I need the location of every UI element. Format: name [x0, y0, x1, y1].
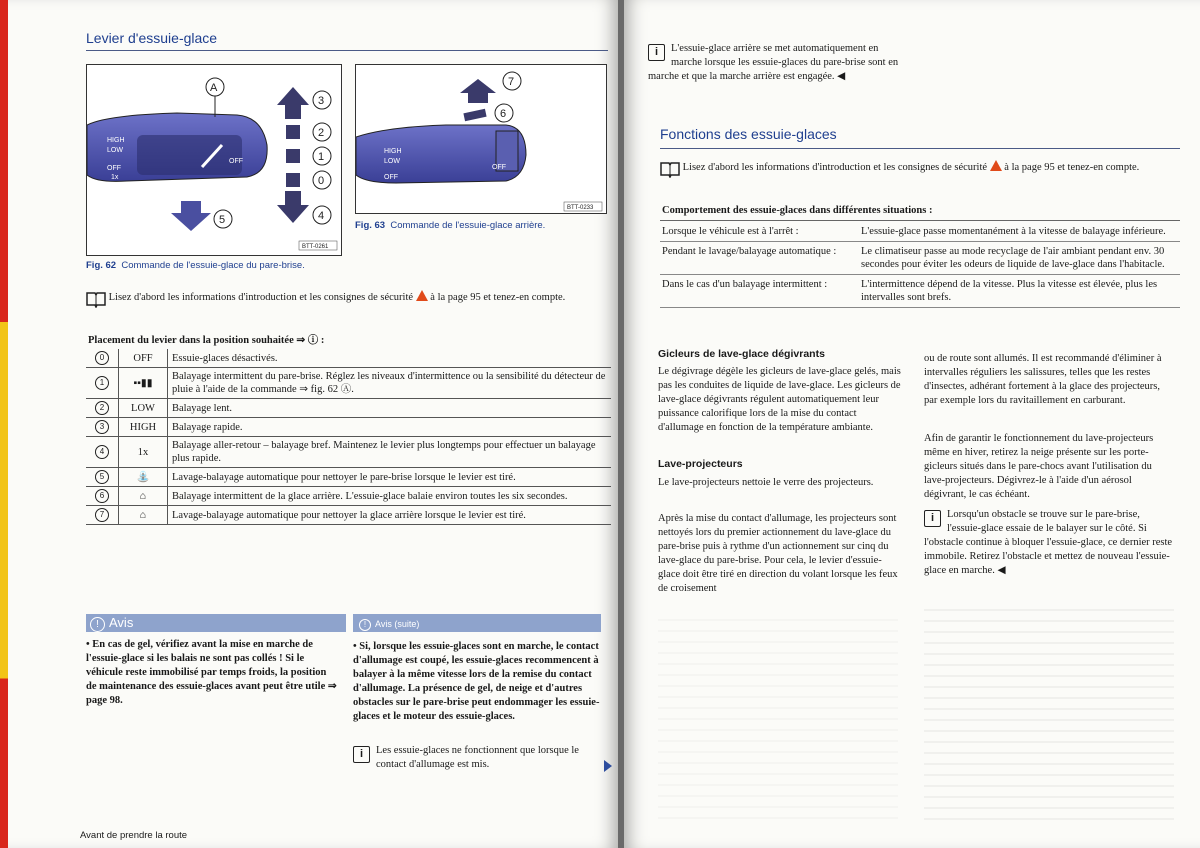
- avis-body: • En cas de gel, vérifiez avant la mise en marche de l'essuie-glace si les balais ne sont pas collés ! Si le véhicule reste immobilisé par temps froids, la position de maintenance des essuie-glaces avant peut être utile ⇒ page 98.: [86, 639, 337, 706]
- warning-triangle-icon: [416, 290, 428, 301]
- info-note: [353, 744, 591, 772]
- position-row: [86, 399, 611, 418]
- position-number: [86, 437, 119, 468]
- exclamation-icon: !: [359, 619, 371, 631]
- situation-behavior: L'essuie-glace passe momentanément à la vitesse de balayage inférieure.: [859, 222, 1180, 242]
- position-row: [86, 506, 611, 525]
- fig62-code: BTT-0261: [302, 244, 329, 250]
- book-icon: [660, 160, 680, 178]
- position-symbol: ⛲: [119, 468, 168, 487]
- position-row: [86, 368, 611, 399]
- position-symbol: 1x: [119, 437, 168, 468]
- book-icon: [86, 290, 106, 308]
- left-intro-page: à la page 95 et tenez-en compte.: [430, 292, 566, 303]
- situation-behavior: Le climatiseur passe au mode recyclage de l'air ambiant pendant env. 30 secondes pour éviter les odeurs de liquide de lave-glace dans l'habitacle.: [859, 242, 1180, 275]
- fig63-caption: [355, 220, 545, 231]
- left-intro: [86, 290, 611, 308]
- table-top-rule: [660, 220, 1180, 221]
- fig62-caption-number: Fig. 62: [86, 260, 117, 271]
- gicleurs-text: Le dégivrage dégèle les gicleurs de lave-glace gelés, mais pas les conduites de liquide de lave-glace. Les gicleurs de lave-glace dégivrants régulent automatiquement leur puissance calorifique lors de la mise du contact d'allumage en fonction de la température ambiante.: [658, 366, 901, 433]
- position-description: Essuie-glaces désactivés.: [168, 349, 612, 368]
- left-page: [8, 0, 618, 848]
- right-intro-page: à la page 95 et tenez-en compte.: [1004, 162, 1140, 173]
- lave-projecteurs-title: Lave-projecteurs: [658, 458, 743, 470]
- fig-label-3: 3: [318, 95, 325, 107]
- position-symbol: HIGH: [119, 418, 168, 437]
- left-intro-text: Lisez d'abord les informations d'introduction et les consignes de sécurité: [108, 292, 414, 303]
- figure-63-rear-lever: [355, 64, 607, 214]
- position-description: Balayage rapide.: [168, 418, 612, 437]
- wiper-lever-illustration: [87, 65, 341, 255]
- info-icon: i: [353, 746, 370, 763]
- rear-auto-note: [648, 42, 908, 84]
- section-title-fonctions: Fonctions des essuie-glaces: [660, 126, 837, 142]
- position-description: Balayage intermittent de la glace arrière. L'essuie-glace balaie environ toutes les six secondes.: [168, 487, 612, 506]
- lever-label-off2: OFF: [229, 158, 243, 165]
- title-rule: [660, 148, 1180, 149]
- position-description: Lavage-balayage automatique pour nettoyer le pare-brise lorsque le levier est tiré.: [168, 468, 612, 487]
- rear-wiper-lever-illustration: [356, 65, 606, 213]
- page-edge-color-strip: [0, 0, 8, 848]
- position-symbol: ⌂: [119, 487, 168, 506]
- gicleurs-title: Gicleurs de lave-glace dégivrants: [658, 348, 825, 360]
- position-symbol: ▪▪▮▮: [119, 368, 168, 399]
- position-number: [86, 418, 119, 437]
- lever-label-low: LOW: [107, 147, 123, 154]
- fig-label-a: A: [210, 82, 218, 94]
- fig-label-0: 0: [318, 175, 325, 187]
- placement-heading: Placement du levier dans la position souhaitée ⇒ ⓘ :: [88, 335, 325, 346]
- position-number-badge: 6: [95, 489, 109, 503]
- title-rule: [86, 50, 608, 51]
- page-footer: Avant de prendre la route: [80, 830, 188, 841]
- fig-label-7: 7: [508, 76, 515, 88]
- position-number-badge: 5: [95, 470, 109, 484]
- fig63-code: BTT-0233: [567, 205, 594, 211]
- fig-label-6: 6: [500, 108, 507, 120]
- show-through-texture: [924, 600, 1174, 820]
- position-number-badge: 7: [95, 508, 109, 522]
- col2-text-2: Afin de garantir le fonctionnement du lave-projecteurs même en hiver, retirez la neige présente sur les porte-gicleurs situés dans le pare-chocs avant l'utilisation du lave-projecteurs. Dégivrez-le à l'aide d'un aérosol dégivrant, le cas échéant.: [924, 433, 1154, 500]
- fig-label-5: 5: [219, 214, 226, 226]
- position-number-badge: 2: [95, 401, 109, 415]
- position-description: Lavage-balayage automatique pour nettoyer la glace arrière lorsque le levier est tiré.: [168, 506, 612, 525]
- position-row: [86, 349, 611, 368]
- exclamation-icon: !: [90, 617, 105, 632]
- position-number: [86, 399, 119, 418]
- position-number: [86, 487, 119, 506]
- continue-arrow-icon: [604, 760, 612, 772]
- situation-label: Lorsque le véhicule est à l'arrêt :: [660, 222, 859, 242]
- position-description: Balayage lent.: [168, 399, 612, 418]
- lave-projecteurs-text-1: Le lave-projecteurs nettoie le verre des projecteurs.: [658, 477, 874, 488]
- position-description: Balayage intermittent du pare-brise. Réglez les niveaux d'intermittence ou la sensibilité du détecteur de pluie à l'aide de la commande ⇒ fig. 62 Ⓐ.: [168, 368, 612, 399]
- situations-heading: Comportement des essuie-glaces dans différentes situations :: [662, 205, 933, 216]
- fig-label-1: 1: [318, 151, 325, 163]
- show-through-texture: [658, 610, 898, 820]
- info-icon: i: [924, 510, 941, 527]
- position-number: [86, 349, 119, 368]
- col2-text-1: ou de route sont allumés. Il est recommandé d'éliminer à intervalles réguliers les salissures, telles que les restes d'insectes, adhérant fortement à la glace des projecteurs, par exemple lors du ravitaillement en carburant.: [924, 353, 1162, 406]
- rear-auto-note-text: L'essuie-glace arrière se met automatiquement en marche lorsque les essuie-glaces du pare-brise sont en marche et que la marche arrière est engagée. ◀: [648, 43, 899, 82]
- situation-behavior: L'intermittence dépend de la vitesse. Plus la vitesse est élevée, plus les intervalles sont brefs.: [859, 275, 1180, 308]
- fig62-caption: [86, 260, 305, 271]
- rear-lever-label-off2: OFF: [492, 164, 506, 171]
- right-intro-text: Lisez d'abord les informations d'introduction et les consignes de sécurité: [682, 162, 988, 173]
- fig-label-4: 4: [318, 210, 325, 222]
- lever-label-1x: 1x: [111, 174, 119, 181]
- situation-label: Pendant le lavage/balayage automatique :: [660, 242, 859, 275]
- position-symbol: OFF: [119, 349, 168, 368]
- situation-row: [660, 242, 1180, 275]
- position-number-badge: 4: [95, 445, 109, 459]
- position-number-badge: 3: [95, 420, 109, 434]
- position-number: [86, 506, 119, 525]
- avis-title: Avis: [109, 615, 134, 630]
- situation-row: [660, 275, 1180, 308]
- position-number: [86, 368, 119, 399]
- fig63-caption-number: Fig. 63: [355, 220, 386, 231]
- situation-row: [660, 222, 1180, 242]
- col2-info-text: Lorsqu'un obstacle se trouve sur le pare-brise, l'essuie-glace essaie de le balayer sur le côté. Si l'obstacle continue à bloquer l'essuie-glace, ce dernier reste immobile. Retirez l'obstacle et mettez de nouveau l'essuie-glace en marche. ◀: [924, 509, 1173, 576]
- fig62-caption-text: Commande de l'essuie-glace du pare-brise.: [121, 260, 305, 271]
- situations-table: [660, 222, 1180, 308]
- avis-suite-header: [353, 614, 601, 632]
- position-row: [86, 468, 611, 487]
- figure-62-windscreen-lever: [86, 64, 342, 256]
- avis-suite-body: • Si, lorsque les essuie-glaces sont en marche, le contact d'allumage est coupé, les essuie-glaces recommencent à balayer à la même vitesse lors de la remise du contact d'allumage. La présence de gel, de neige et d'autres obstacles sur le pare-brise peut endommager les essuie-glaces et le moteur des essuie-glaces.: [353, 641, 600, 722]
- position-row: [86, 437, 611, 468]
- position-symbol: ⌂: [119, 506, 168, 525]
- rear-lever-label-off: OFF: [384, 174, 398, 181]
- lever-label-off: OFF: [107, 165, 121, 172]
- rear-lever-label-low: LOW: [384, 158, 400, 165]
- col2-info-note: [924, 508, 1174, 578]
- positions-table: [86, 349, 611, 525]
- section-title-levier: Levier d'essuie-glace: [86, 30, 218, 46]
- lave-projecteurs-text-2: Après la mise du contact d'allumage, les projecteurs sont nettoyés lors du premier actionnement du lave-glace du pare-brise puis à rythme d'un actionnement sur cinq du lave-glace du pare-brise. Pour cela, le levier d'essuie-glace doit être tiré en direction du volant lorsque les feux de croisement: [658, 513, 898, 594]
- position-number: [86, 468, 119, 487]
- position-symbol: LOW: [119, 399, 168, 418]
- right-page: [624, 0, 1200, 848]
- info-icon: i: [648, 44, 665, 61]
- info-note-text: Les essuie-glaces ne fonctionnent que lorsque le contact d'allumage est mis.: [376, 745, 579, 770]
- position-row: [86, 487, 611, 506]
- warning-triangle-icon: [990, 160, 1002, 171]
- position-row: [86, 418, 611, 437]
- avis-suite-title: Avis (suite): [375, 619, 420, 629]
- position-number-badge: 1: [95, 376, 109, 390]
- right-intro: [660, 160, 1180, 178]
- position-description: Balayage aller-retour – balayage bref. Maintenez le levier plus longtemps pour effectuer un balayage plus rapide.: [168, 437, 612, 468]
- fig-label-2: 2: [318, 127, 325, 139]
- lever-label-high: HIGH: [107, 137, 125, 144]
- avis-header: [86, 614, 346, 632]
- situation-label: Dans le cas d'un balayage intermittent :: [660, 275, 859, 308]
- rear-lever-label-high: HIGH: [384, 148, 402, 155]
- fig63-caption-text: Commande de l'essuie-glace arrière.: [390, 220, 546, 231]
- position-number-badge: 0: [95, 351, 109, 365]
